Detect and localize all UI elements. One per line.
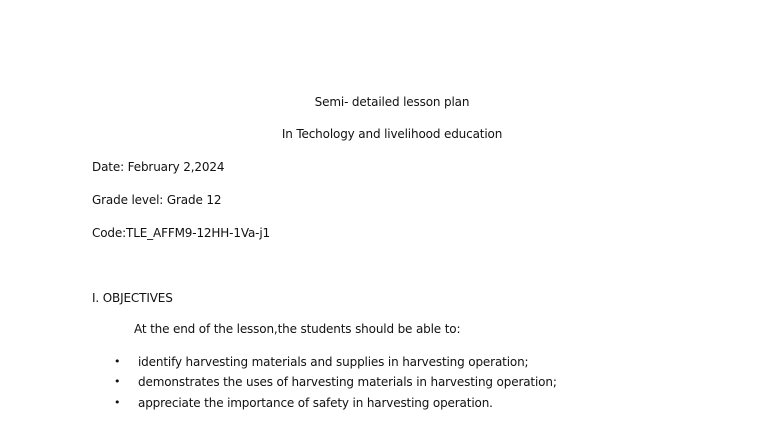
objectives-heading: I. OBJECTIVES bbox=[92, 291, 173, 305]
objective-text: appreciate the importance of safety in harvesting operation. bbox=[138, 396, 493, 410]
bullet-icon: • bbox=[114, 375, 121, 388]
objectives-intro: At the end of the lesson,the students should be able to: bbox=[134, 322, 461, 336]
document-title: Semi- detailed lesson plan bbox=[314, 95, 470, 109]
document-subtitle: In Techology and livelihood education bbox=[281, 127, 503, 141]
bullet-icon: • bbox=[114, 355, 121, 368]
date-line: Date: February 2,2024 bbox=[92, 160, 225, 174]
objective-text: demonstrates the uses of harvesting materials in harvesting operation; bbox=[138, 375, 557, 389]
objective-text: identify harvesting materials and supplies in harvesting operation; bbox=[138, 355, 529, 369]
code-line: Code:TLE_AFFM9-12HH-1Va-j1 bbox=[92, 226, 271, 240]
bullet-icon: • bbox=[114, 396, 121, 409]
grade-level-line: Grade level: Grade 12 bbox=[92, 193, 222, 207]
